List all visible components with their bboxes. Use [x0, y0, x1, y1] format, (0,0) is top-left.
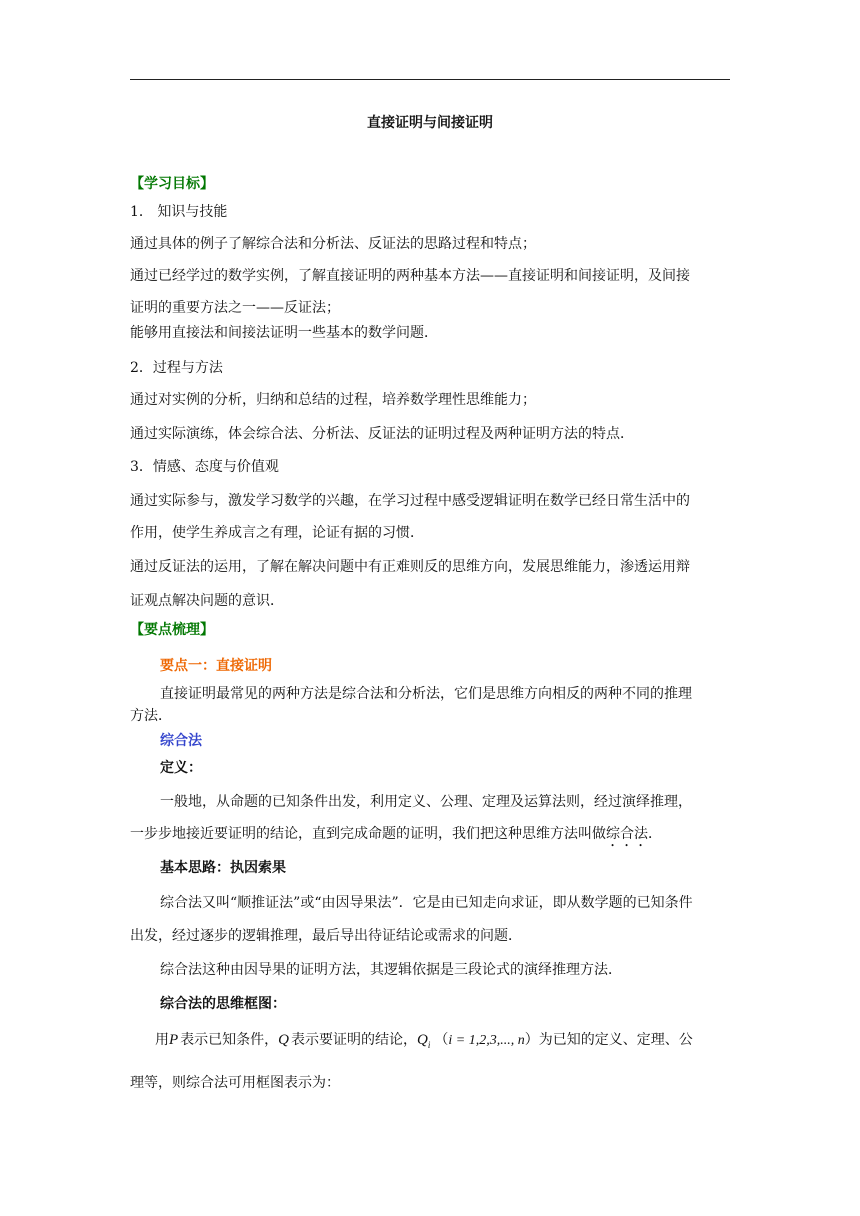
symbol-P: P — [169, 1032, 179, 1048]
objective-2-title: 2．过程与方法 — [130, 360, 223, 376]
framework-title: 综合法的思维框图： — [160, 996, 286, 1012]
objective-1-line-1: 通过具体的例子了解综合法和分析法、反证法的思路过程和特点； — [130, 236, 536, 252]
basic-idea-line-3: 综合法这种由因导果的证明方法，其逻辑依据是三段论式的演绎推理方法． — [160, 962, 622, 978]
emphasized-term: 综合法 — [606, 826, 648, 842]
objective-3-line-2: 作用，使学生养成言之有理，论证有据的习惯． — [130, 525, 424, 541]
symbol-Qi: Q — [417, 1032, 428, 1048]
keypoint-1-line-1: 直接证明最常见的两种方法是综合法和分析法，它们是思维方向相反的两种不同的推理 — [160, 686, 692, 702]
framework-text-d: ）为已知的定义、定理、公 — [524, 1032, 693, 1048]
basic-idea-line-1: 综合法又叫“顺推证法”或“由因导果法”．它是由已知走向求证，即从数学题的已知条件 — [160, 895, 693, 911]
index-range: i = 1,2,3,..., n — [448, 1033, 525, 1048]
framework-text-b: 表示已知条件， — [180, 1032, 279, 1048]
framework-line-1 — [155, 1030, 693, 1055]
basic-idea-line-2: 出发，经过逐步的逻辑推理，最后导出待证结论或需求的问题． — [130, 928, 522, 944]
objective-3-line-1: 通过实际参与，激发学习数学的兴趣，在学习过程中感受逻辑证明在数学已经日常生活中的 — [130, 493, 690, 509]
definition-line-1: 一般地，从命题的已知条件出发，利用定义、公理、定理及运算法则，经过演绎推理， — [160, 794, 692, 810]
objective-1-line-2: 通过已经学过的数学实例，了解直接证明的两种基本方法——直接证明和间接证明，及间接 — [130, 268, 690, 284]
framework-paren: （ — [434, 1032, 449, 1048]
framework-line-2: 理等，则综合法可用框图表示为： — [130, 1075, 340, 1091]
basic-idea-title: 基本思路：执因索果 — [160, 860, 286, 876]
objective-3-line-3: 通过反证法的运用，了解在解决问题中有正难则反的思维方向，发展思维能力，渗透运用辩 — [130, 559, 690, 575]
objective-2-line-1: 通过对实例的分析，归纳和总结的过程，培养数学理性思维能力； — [130, 392, 536, 408]
framework-text-a: 用 — [155, 1032, 169, 1048]
definition-line-2-end: ． — [648, 826, 662, 842]
framework-text-c: 表示要证明的结论， — [291, 1032, 418, 1048]
objective-2-line-2: 通过实际演练，体会综合法、分析法、反证法的证明过程及两种证明方法的特点． — [130, 426, 634, 442]
keypoint-1-title: 要点一：直接证明 — [160, 658, 272, 674]
keypoint-1-line-2: 方法． — [130, 708, 172, 724]
definition-line-2-text: 一步步地接近要证明的结论，直到完成命题的证明，我们把这种思维方法叫做 — [130, 826, 606, 842]
objectives-heading: 【学习目标】 — [130, 176, 214, 192]
objective-3-title: 3．情感、态度与价值观 — [130, 459, 279, 475]
header-rule — [130, 79, 730, 80]
objective-1-line-3: 证明的重要方法之一——反证法； — [130, 300, 340, 316]
keypoints-heading: 【要点梳理】 — [130, 622, 214, 638]
doc-title: 直接证明与间接证明 — [367, 115, 493, 131]
objective-1-title: 1． 知识与技能 — [130, 204, 228, 220]
definition-line-2 — [130, 824, 662, 850]
synthesis-method-title: 综合法 — [160, 733, 202, 749]
objective-3-line-4: 证观点解决问题的意识． — [130, 593, 284, 609]
definition-title: 定义： — [160, 760, 202, 776]
objective-1-line-4: 能够用直接法和间接法证明一些基本的数学问题． — [130, 325, 438, 341]
symbol-Q: Q — [278, 1032, 290, 1048]
symbol-subscript-i: i — [427, 1039, 431, 1050]
